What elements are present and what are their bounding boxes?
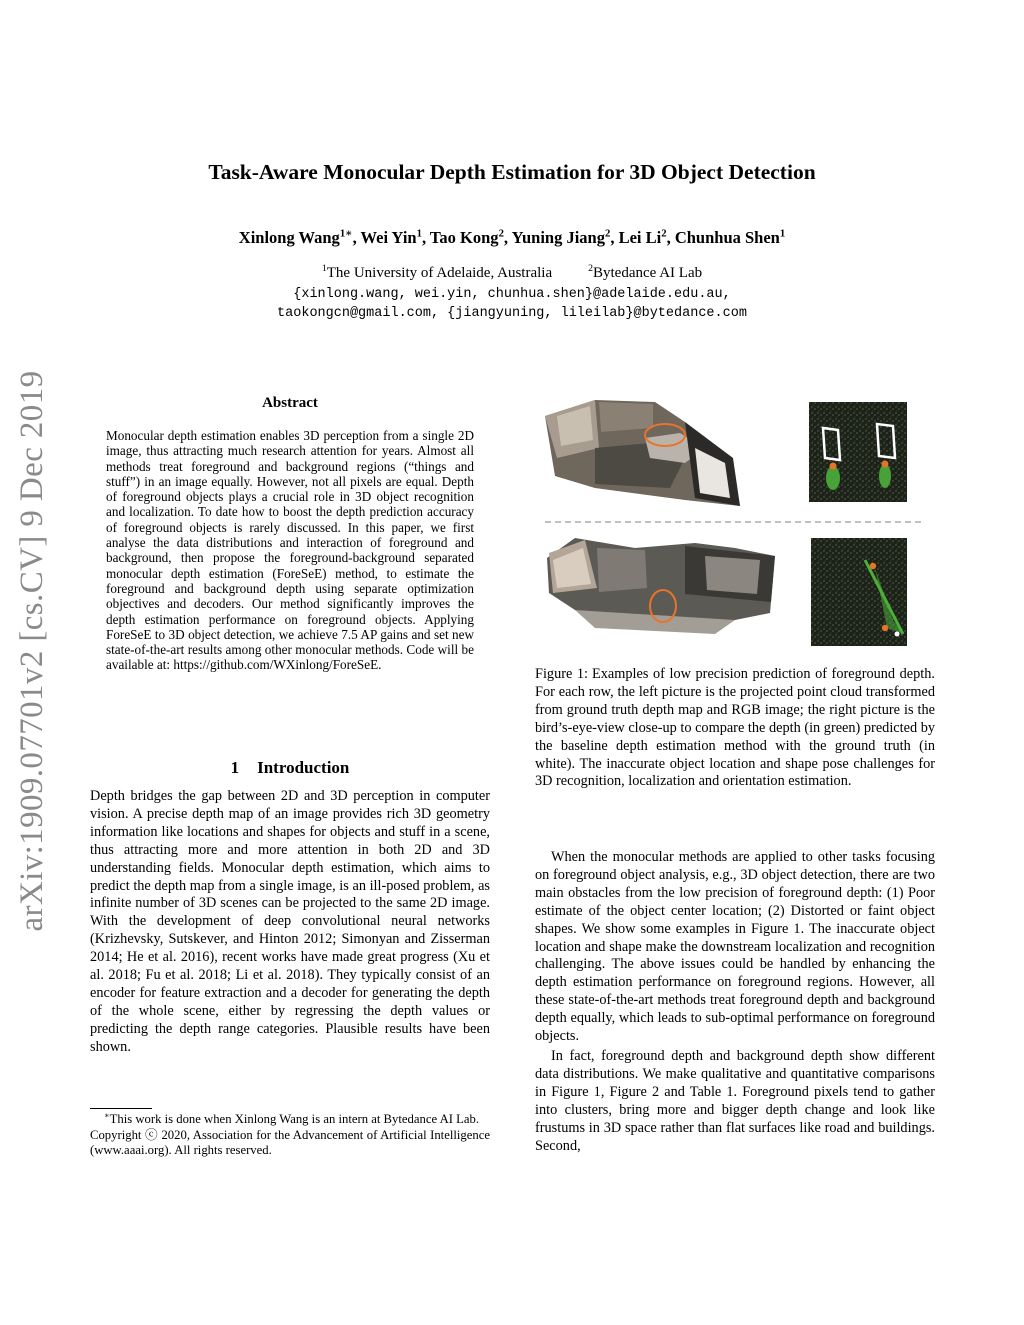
email-line: taokongcn@gmail.com, {jiangyuning, lileilab}@bytedance.com [277, 306, 747, 321]
point-cloud-view-1 [545, 400, 740, 506]
figure-1 [535, 388, 935, 653]
author: Xinlong Wang [238, 228, 340, 247]
author: Wei Yin [360, 228, 417, 247]
author-affil-mark: 1∗ [339, 227, 353, 240]
abstract-text: Monocular depth estimation enables 3D perception from a single 2D image, thus attracting much research attention for years. Almost all methods treat foreground and background regions (“things and stuff”) in an image equally. However, not all pixels are equal. Depth of foreground objects plays a crucial role in 3D object recognition and localization. To date how to boost the depth prediction accuracy of foreground objects is rarely discussed. In this paper, we first analyse the data distributions and interaction of foreground and background, then propose the foreground-background separated monocular depth estimation (ForeSeE) method, to estimate the foreground and background depth using separate optimization objectives and decoders. Our method significantly improves the depth estimation performance on foreground objects. Applying ForeSeE to 3D object detection, we achieve 7.5 AP gains and set new state-of-the-art results among other monocular methods. Code will be available at: https://github.com/WXinlong/ForeSeE. [106, 428, 474, 673]
section-number: 1 [230, 758, 240, 777]
caption-text: Examples of low precision prediction of foreground depth. For each row, the left picture is the projected point cloud transformed from ground truth depth map and RGB image; the right picture is the bird’s-eye-view close-up to compare the depth (in green) predicted by the baseline depth estimation method with the ground truth (in white). The inaccurate object location and shape pose challenges for 3D recognition, localization and orientation estimation. [535, 666, 936, 790]
paragraph: When the monocular methods are applied to other tasks focusing on foreground object analysis, e.g., 3D object detection, there are two main obstacles from the low precision of foreground depth: (1) Poor estimate of the object center location; (2) Distorted or faint object shapes. We show some examples in Figure 1. The inaccurate object location and shape make the downstream localization and recognition challenging. The above issues could be handled by enhancing the depth estimation performance on foreground regions. However, all these state-of-the-art methods treat foreground depth and background depth equally, which leads to sub-optimal performance on foreground objects. [535, 849, 935, 1045]
footnote-body: This work is done when Xinlong Wang is an intern at Bytedance AI Lab. [109, 1112, 480, 1126]
author-affil-mark: 1 [779, 227, 786, 240]
bev-closeup-1 [809, 402, 907, 502]
footnote [90, 1112, 490, 1159]
author: Lei Li [618, 228, 662, 247]
author: Yuning Jiang [511, 228, 605, 247]
footnote-mark: ∗ [104, 1110, 110, 1120]
bev-closeup-2 [811, 538, 907, 646]
author-affil-mark: 1 [416, 227, 422, 240]
figure-caption [535, 666, 935, 791]
right-column-body [535, 849, 935, 1155]
footnote-text [90, 1112, 490, 1128]
affiliation: Bytedance AI Lab [592, 265, 703, 281]
paper-title: Task-Aware Monocular Depth Estimation for 3D Object Detection [208, 160, 816, 184]
arxiv-sidebar: arXiv:1909.07701v2 [cs.CV] 9 Dec 2019 [14, 370, 50, 932]
affiliations [0, 265, 1024, 282]
intro-text: Depth bridges the gap between 2D and 3D perception in computer vision. A precise depth map of an image provides rich 3D geometry information like locations and shapes for objects and stuff in a scene, thus attracting more and more attention in both 2D and 3D understanding fields. Monocular depth estimation, which aims to predict the depth map from a single image, is an ill-posed problem, as infinite number of 3D scenes can be projected to the same 2D image. With the development of deep convolutional neural networks (Krizhevsky, Sutskever, and Hinton 2012; Simonyan and Zisserman 2014; He et al. 2016), recent works have made great progress (Xu et al. 2018; Fu et al. 2018; Li et al. 2018). They typically consist of an encoder for feature extraction and a decoder for generating the depth of the whole scene, either by regressing the depth values or predicting the depth range categories. Plausible results have been shown. [90, 788, 490, 1055]
affiliation: The University of Adelaide, Australia [326, 265, 553, 281]
abstract-heading: Abstract [262, 395, 318, 411]
affil-mark: 1 [321, 263, 327, 274]
author-list: Xinlong Wang$^{1∗}$, Wei Yin$^1$, Tao Kong$^2$, Yuning Jiang$^2$, Lei Li$^2$, Chunhua Shen$^1$ [238, 227, 786, 247]
affil-mark: 2 [588, 263, 593, 274]
footnote-rule [90, 1108, 152, 1109]
section-title: Introduction [257, 758, 350, 777]
author-affil-mark: 2 [604, 227, 611, 240]
section-heading [90, 758, 490, 778]
author: Chunhua Shen [674, 228, 780, 247]
author-affil-mark: 2 [498, 227, 504, 240]
point-cloud-view-2 [547, 538, 775, 634]
figure-label: Figure 1: [535, 666, 589, 682]
email-line: {xinlong.wang, wei.yin, chunhua.shen}@adelaide.edu.au, [293, 287, 731, 302]
author: Tao Kong [429, 228, 499, 247]
author-affil-mark: 2 [661, 227, 667, 240]
paragraph: In fact, foreground depth and background depth show different data distributions. We make qualitative and quantitative comparisons in Figure 1, Figure 2 and Table 1. Foreground pixels tend to gather into clusters, bring more and bigger depth change and look like frustums in 3D space rather than flat surfaces like road and buildings. Second, [535, 1047, 935, 1154]
copyright-notice: Copyright ⓒ 2020, Association for the Advancement of Artificial Intelligence (www.aaai.org). All rights reserved. [90, 1127, 490, 1157]
